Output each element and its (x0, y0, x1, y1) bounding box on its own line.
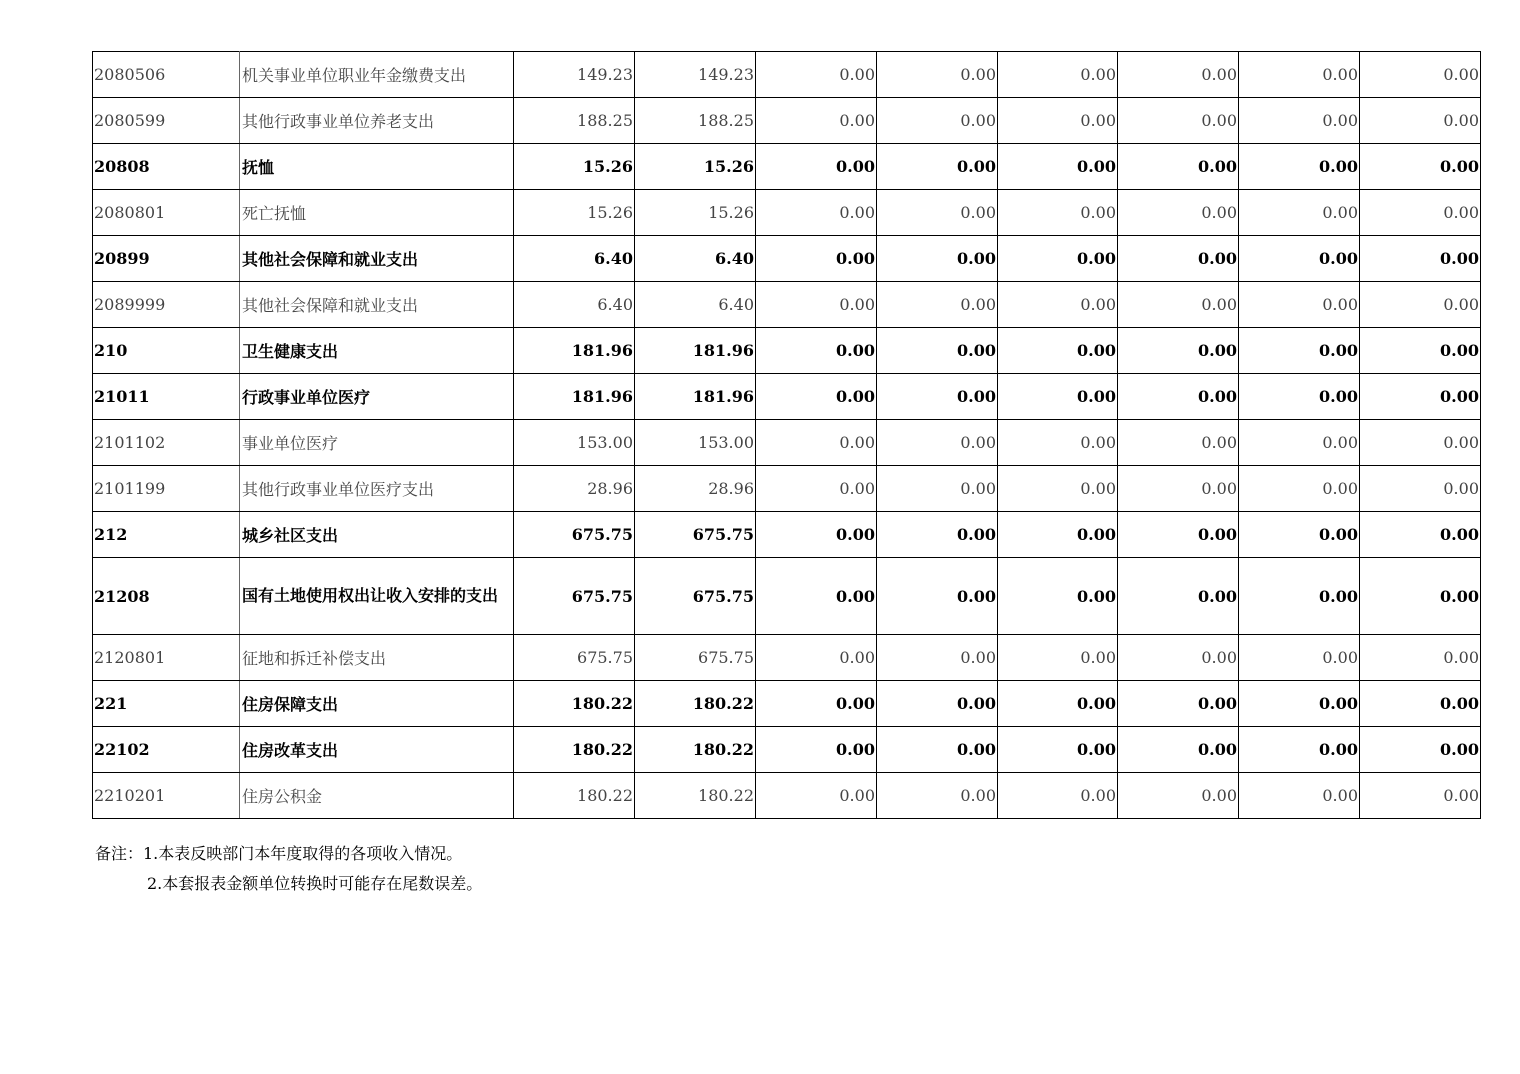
table-row (93, 236, 1481, 282)
amount-cell: 0.00 (1360, 328, 1481, 374)
amount-cell: 0.00 (1118, 282, 1239, 328)
amount-cell: 0.00 (877, 466, 998, 512)
amount-cell: 0.00 (1118, 328, 1239, 374)
amount-cell: 180.22 (514, 773, 635, 819)
subject-code: 2089999 (93, 282, 240, 328)
amount-cell: 0.00 (1360, 420, 1481, 466)
amount-cell: 0.00 (1239, 681, 1360, 727)
amount-cell: 0.00 (877, 328, 998, 374)
amount-cell: 188.25 (635, 98, 756, 144)
amount-cell: 0.00 (1360, 374, 1481, 420)
amount-cell: 0.00 (1118, 190, 1239, 236)
amount-cell: 0.00 (1239, 512, 1360, 558)
amount-cell: 0.00 (877, 144, 998, 190)
amount-cell: 0.00 (1360, 727, 1481, 773)
amount-cell: 153.00 (635, 420, 756, 466)
table-row (93, 98, 1481, 144)
amount-cell: 0.00 (1239, 773, 1360, 819)
amount-cell: 0.00 (1118, 635, 1239, 681)
subject-name: 卫生健康支出 (240, 328, 514, 374)
amount-cell: 0.00 (998, 144, 1118, 190)
amount-cell: 0.00 (877, 374, 998, 420)
amount-cell: 675.75 (514, 635, 635, 681)
amount-cell: 0.00 (998, 420, 1118, 466)
table-row (93, 374, 1481, 420)
amount-cell: 0.00 (756, 727, 877, 773)
amount-cell: 0.00 (1239, 328, 1360, 374)
amount-cell: 15.26 (635, 144, 756, 190)
amount-cell: 0.00 (756, 681, 877, 727)
amount-cell: 675.75 (514, 558, 635, 635)
note-line-1: 备注：1.本表反映部门本年度取得的各项收入情况。 (95, 844, 463, 863)
amount-cell: 149.23 (514, 52, 635, 98)
amount-cell: 0.00 (1118, 727, 1239, 773)
note-line-2: 2.本套报表金额单位转换时可能存在尾数误差。 (147, 874, 483, 893)
subject-name: 抚恤 (240, 144, 514, 190)
amount-cell: 0.00 (877, 681, 998, 727)
subject-code: 2120801 (93, 635, 240, 681)
subject-code: 20899 (93, 236, 240, 282)
table-row (93, 727, 1481, 773)
amount-cell: 675.75 (635, 512, 756, 558)
amount-cell: 0.00 (1239, 374, 1360, 420)
subject-name: 其他社会保障和就业支出 (240, 282, 514, 328)
subject-code: 22102 (93, 727, 240, 773)
subject-code: 2080506 (93, 52, 240, 98)
amount-cell: 149.23 (635, 52, 756, 98)
notes-section (95, 839, 482, 899)
amount-cell: 0.00 (1239, 144, 1360, 190)
amount-cell: 0.00 (1360, 236, 1481, 282)
amount-cell: 0.00 (998, 558, 1118, 635)
amount-cell: 153.00 (514, 420, 635, 466)
subject-name: 国有土地使用权出让收入安排的支出 (240, 558, 514, 635)
amount-cell: 0.00 (756, 466, 877, 512)
amount-cell: 0.00 (1239, 52, 1360, 98)
amount-cell: 0.00 (1239, 558, 1360, 635)
amount-cell: 0.00 (756, 420, 877, 466)
table-row (93, 466, 1481, 512)
amount-cell: 0.00 (998, 190, 1118, 236)
amount-cell: 0.00 (998, 773, 1118, 819)
subject-name: 死亡抚恤 (240, 190, 514, 236)
amount-cell: 0.00 (998, 236, 1118, 282)
table-row (93, 635, 1481, 681)
amount-cell: 0.00 (756, 512, 877, 558)
amount-cell: 0.00 (877, 98, 998, 144)
amount-cell: 0.00 (998, 681, 1118, 727)
amount-cell: 0.00 (1360, 635, 1481, 681)
amount-cell: 0.00 (1360, 773, 1481, 819)
amount-cell: 0.00 (1239, 190, 1360, 236)
amount-cell: 15.26 (514, 144, 635, 190)
subject-name: 住房保障支出 (240, 681, 514, 727)
amount-cell: 180.22 (635, 727, 756, 773)
amount-cell: 0.00 (1118, 52, 1239, 98)
subject-code: 2080801 (93, 190, 240, 236)
table-row (93, 420, 1481, 466)
amount-cell: 0.00 (756, 190, 877, 236)
amount-cell: 0.00 (756, 282, 877, 328)
amount-cell: 0.00 (1360, 466, 1481, 512)
subject-name: 事业单位医疗 (240, 420, 514, 466)
amount-cell: 0.00 (877, 773, 998, 819)
amount-cell: 675.75 (635, 635, 756, 681)
table-row (93, 773, 1481, 819)
amount-cell: 0.00 (998, 512, 1118, 558)
amount-cell: 0.00 (1118, 681, 1239, 727)
subject-code: 210 (93, 328, 240, 374)
amount-cell: 180.22 (635, 681, 756, 727)
amount-cell: 0.00 (756, 236, 877, 282)
amount-cell: 0.00 (877, 236, 998, 282)
table-row (93, 282, 1481, 328)
amount-cell: 0.00 (1239, 727, 1360, 773)
subject-name: 机关事业单位职业年金缴费支出 (240, 52, 514, 98)
table-row (93, 558, 1481, 635)
subject-code: 2101102 (93, 420, 240, 466)
subject-name: 其他社会保障和就业支出 (240, 236, 514, 282)
amount-cell: 0.00 (877, 190, 998, 236)
table-row (93, 190, 1481, 236)
amount-cell: 0.00 (756, 558, 877, 635)
table-row (93, 512, 1481, 558)
amount-cell: 0.00 (1239, 635, 1360, 681)
amount-cell: 15.26 (635, 190, 756, 236)
amount-cell: 0.00 (1360, 512, 1481, 558)
amount-cell: 0.00 (877, 420, 998, 466)
subject-name: 住房改革支出 (240, 727, 514, 773)
amount-cell: 6.40 (514, 282, 635, 328)
amount-cell: 0.00 (756, 328, 877, 374)
amount-cell: 0.00 (1360, 144, 1481, 190)
amount-cell: 0.00 (998, 727, 1118, 773)
amount-cell: 0.00 (1118, 98, 1239, 144)
subject-code: 21208 (93, 558, 240, 635)
amount-cell: 0.00 (756, 635, 877, 681)
amount-cell: 0.00 (1360, 98, 1481, 144)
amount-cell: 181.96 (514, 328, 635, 374)
amount-cell: 188.25 (514, 98, 635, 144)
subject-code: 21011 (93, 374, 240, 420)
amount-cell: 0.00 (877, 52, 998, 98)
amount-cell: 0.00 (877, 727, 998, 773)
subject-code: 212 (93, 512, 240, 558)
amount-cell: 0.00 (1239, 282, 1360, 328)
amount-cell: 0.00 (1118, 558, 1239, 635)
amount-cell: 0.00 (1239, 236, 1360, 282)
amount-cell: 0.00 (1239, 466, 1360, 512)
subject-code: 221 (93, 681, 240, 727)
amount-cell: 180.22 (514, 727, 635, 773)
amount-cell: 0.00 (877, 635, 998, 681)
amount-cell: 0.00 (1118, 374, 1239, 420)
amount-cell: 181.96 (514, 374, 635, 420)
subject-name: 其他行政事业单位医疗支出 (240, 466, 514, 512)
amount-cell: 0.00 (1360, 681, 1481, 727)
amount-cell: 675.75 (514, 512, 635, 558)
amount-cell: 0.00 (877, 282, 998, 328)
table-row (93, 52, 1481, 98)
amount-cell: 0.00 (1360, 190, 1481, 236)
amount-cell: 0.00 (756, 52, 877, 98)
amount-cell: 0.00 (1360, 52, 1481, 98)
subject-code: 2080599 (93, 98, 240, 144)
subject-name: 住房公积金 (240, 773, 514, 819)
amount-cell: 0.00 (756, 144, 877, 190)
amount-cell: 6.40 (635, 236, 756, 282)
subject-name: 征地和拆迁补偿支出 (240, 635, 514, 681)
amount-cell: 0.00 (1118, 773, 1239, 819)
amount-cell: 675.75 (635, 558, 756, 635)
amount-cell: 0.00 (1118, 236, 1239, 282)
amount-cell: 0.00 (998, 282, 1118, 328)
amount-cell: 6.40 (514, 236, 635, 282)
amount-cell: 6.40 (635, 282, 756, 328)
amount-cell: 28.96 (514, 466, 635, 512)
amount-cell: 0.00 (998, 374, 1118, 420)
subject-name: 城乡社区支出 (240, 512, 514, 558)
amount-cell: 0.00 (756, 773, 877, 819)
table-row (93, 144, 1481, 190)
amount-cell: 0.00 (1239, 420, 1360, 466)
budget-table (92, 51, 1481, 819)
table-row (93, 328, 1481, 374)
amount-cell: 0.00 (1118, 420, 1239, 466)
amount-cell: 0.00 (1118, 144, 1239, 190)
amount-cell: 0.00 (1360, 558, 1481, 635)
amount-cell: 0.00 (998, 98, 1118, 144)
amount-cell: 0.00 (877, 512, 998, 558)
subject-name: 行政事业单位医疗 (240, 374, 514, 420)
subject-code: 2101199 (93, 466, 240, 512)
subject-name: 其他行政事业单位养老支出 (240, 98, 514, 144)
amount-cell: 0.00 (998, 328, 1118, 374)
amount-cell: 0.00 (1118, 466, 1239, 512)
amount-cell: 0.00 (998, 635, 1118, 681)
amount-cell: 0.00 (756, 98, 877, 144)
amount-cell: 180.22 (514, 681, 635, 727)
table-row (93, 681, 1481, 727)
amount-cell: 0.00 (998, 52, 1118, 98)
amount-cell: 0.00 (1239, 98, 1360, 144)
amount-cell: 180.22 (635, 773, 756, 819)
subject-code: 20808 (93, 144, 240, 190)
amount-cell: 181.96 (635, 328, 756, 374)
amount-cell: 0.00 (998, 466, 1118, 512)
amount-cell: 0.00 (1360, 282, 1481, 328)
amount-cell: 181.96 (635, 374, 756, 420)
amount-cell: 0.00 (877, 558, 998, 635)
amount-cell: 28.96 (635, 466, 756, 512)
amount-cell: 15.26 (514, 190, 635, 236)
amount-cell: 0.00 (756, 374, 877, 420)
subject-code: 2210201 (93, 773, 240, 819)
amount-cell: 0.00 (1118, 512, 1239, 558)
